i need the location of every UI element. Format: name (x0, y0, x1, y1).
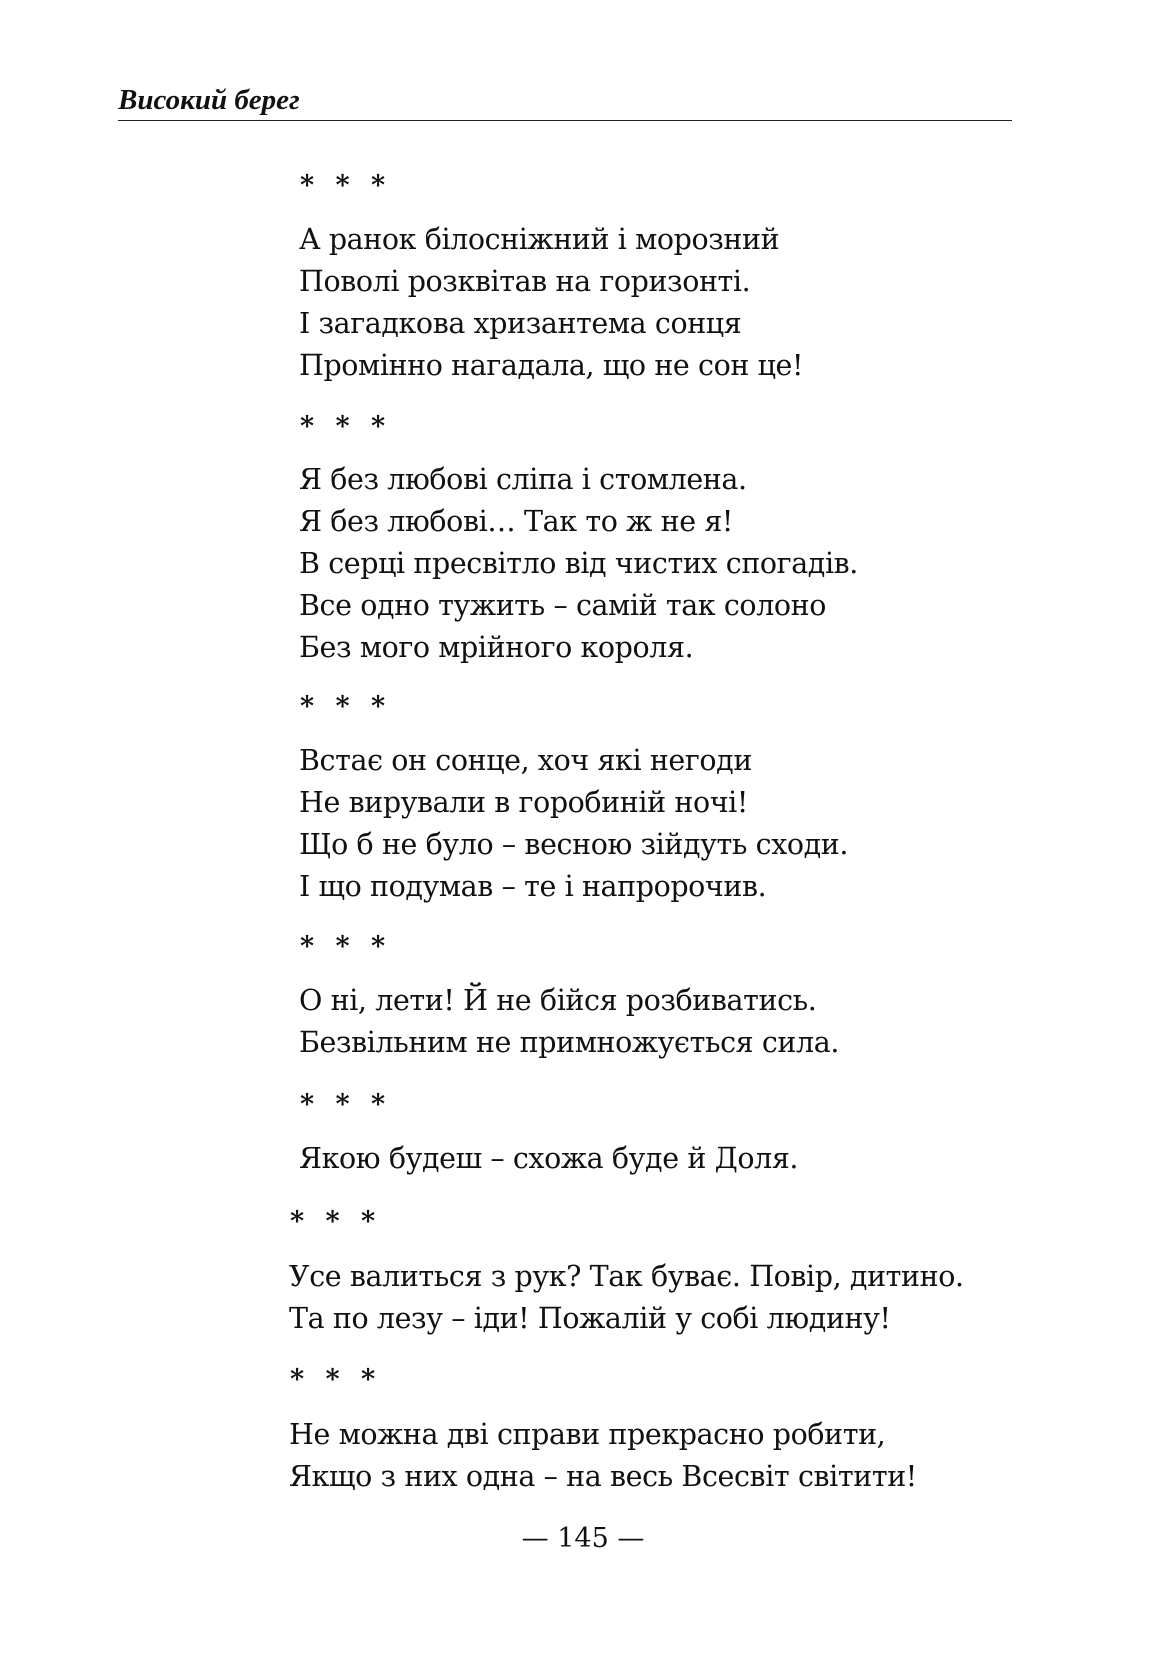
poem-line: Все одно тужить – самій так солоно (299, 589, 827, 622)
poem-line: Та по лезу – іди! Пожалій у собі людину! (289, 1302, 891, 1335)
stanza-separator: * * * (300, 411, 392, 442)
poem-line: Якою будеш – схожа буде й Доля. (299, 1142, 799, 1175)
page-number: — 145 — (521, 1523, 645, 1554)
header-rule (118, 120, 1012, 121)
poem-line: Не можна дві справи прекрасно робити, (289, 1418, 886, 1451)
stanza-separator: * * * (300, 1089, 392, 1120)
stanza (289, 1256, 964, 1340)
poem-line: В серці пресвітло від чистих спогадів. (299, 547, 858, 580)
stanza (299, 1138, 798, 1180)
poem-line: І що подумав – те і напророчив. (299, 870, 767, 903)
stanza (299, 740, 848, 908)
poem-line: Що б не було – весною зійдуть сходи. (299, 828, 849, 861)
stanza (299, 980, 839, 1064)
stanza-separator: * * * (300, 691, 392, 722)
stanza-separator: * * * (290, 1206, 382, 1237)
stanza-separator: * * * (290, 1364, 382, 1395)
running-head: Високий берег (118, 84, 300, 116)
poem-line: Я без любові… Так то ж не я! (299, 505, 733, 538)
stanza-separator: * * * (300, 931, 392, 962)
stanza (299, 219, 803, 387)
poem-line: І загадкова хризантема сонця (299, 307, 742, 340)
poem-line: А ранок білосніжний і морозний (299, 223, 780, 256)
poem-line: О ні, лети! Й не бійся розбиватись. (299, 984, 817, 1017)
stanza (299, 459, 858, 669)
poem-line: Безвільним не примножується сила. (299, 1026, 839, 1059)
poem-line: Встає он сонце, хоч які негоди (299, 744, 752, 777)
poem-line: Я без любові сліпа і стомлена. (299, 463, 747, 496)
stanza (289, 1414, 917, 1498)
poem-line: Без мого мрійного короля. (299, 631, 694, 664)
stanza-separator: * * * (300, 170, 392, 201)
poem-line: Усе валиться з рук? Так буває. Повір, дитино. (289, 1260, 964, 1293)
poem-line: Не вирували в горобиній ночі! (299, 786, 748, 819)
poem-line: Якщо з них одна – на весь Всесвіт світити! (289, 1460, 917, 1493)
poem-line: Поволі розквітав на горизонті. (299, 265, 751, 298)
poem-line: Промінно нагадала, що не сон це! (299, 349, 804, 382)
